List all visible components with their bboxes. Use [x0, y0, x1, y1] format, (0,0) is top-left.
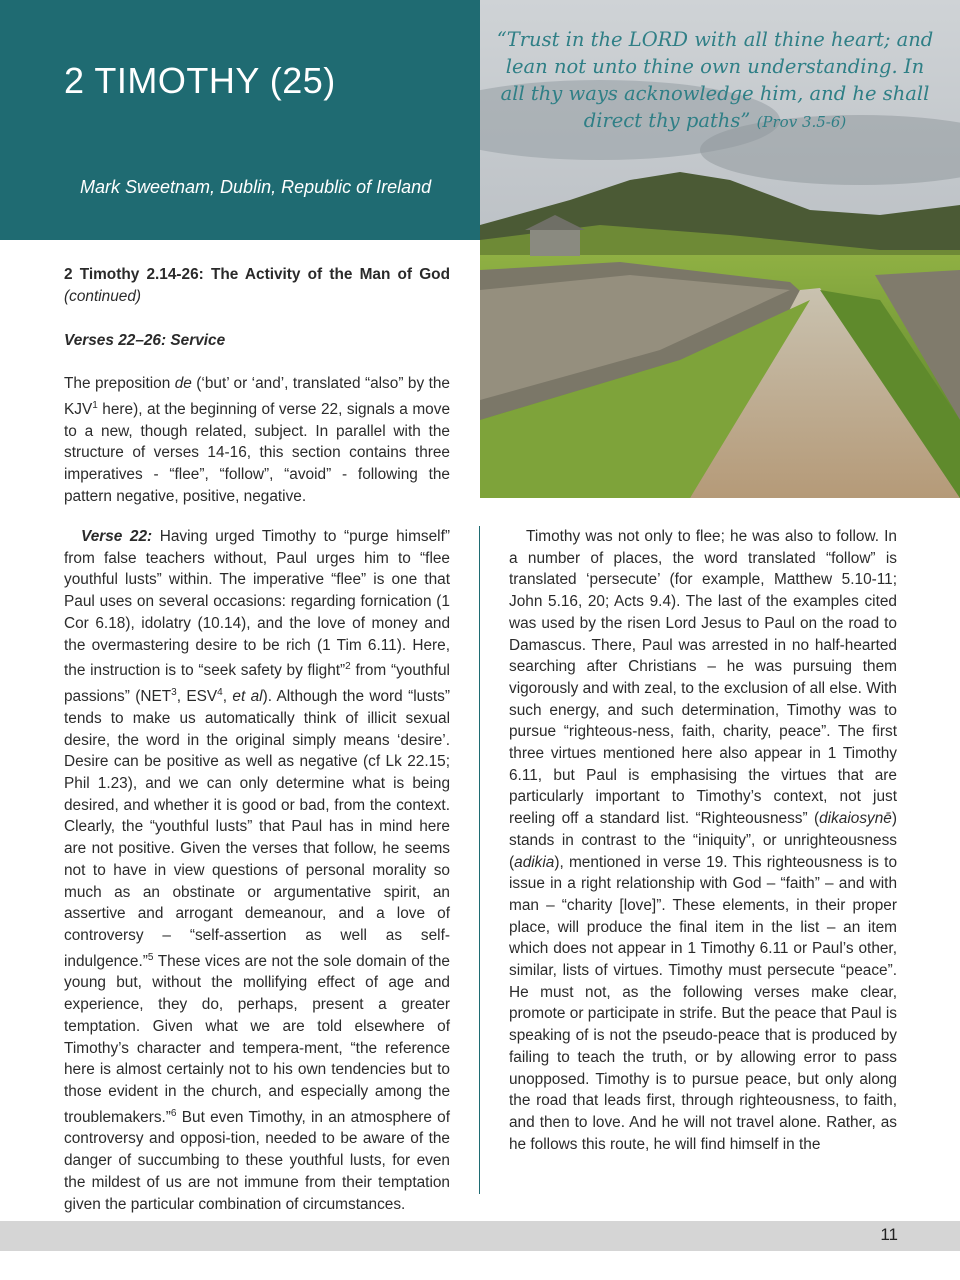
footnote-ref: 3 — [171, 687, 177, 699]
author-byline: Mark Sweetnam, Dublin, Republic of Ireland — [80, 177, 432, 197]
intro-paragraph — [64, 373, 450, 507]
text-span: Timothy was not only to flee; he was also to follow. In a number of places, the word translated “follow” is translated ‘persecute’ (for example, Matthew 5.10-11; John 5.16, 20; Acts 9.4). The last of the examples cited was used by the risen Lord Jesus to Paul on the road to Damascus. There, Paul was arrested in no half-hearted searching after Christians – he was pursuing them vigorously and with zeal, to the exclusion of all else. With such energy, and such determination, Timothy was to pursue “righteous-ness, faith, charity, peace”. The first three virtues mentioned here also appear in 1 Timothy 6.11, but Paul is emphasising the virtues that are particularly important to Timothy’s context, not just reeling off a standard list. “Righteousness” ( — [509, 528, 897, 828]
text-span: The preposition — [64, 375, 175, 392]
footnote-ref: 2 — [345, 661, 351, 673]
text-span: ) stands in contrast to the “iniquity”, or unrighteousness ( — [509, 810, 897, 871]
header-panel — [0, 0, 480, 240]
section-heading-main: 2 Timothy 2.14-26: The Activity of the Man of God — [64, 266, 450, 283]
left-column-body — [64, 526, 450, 1215]
verse-label: Verse 22: — [81, 528, 153, 545]
text-span: et al — [232, 688, 263, 706]
text-span: , — [222, 688, 233, 706]
footer-bar — [0, 1221, 960, 1251]
verses-subheading: Verses 22–26: Service — [64, 332, 226, 349]
right-column-body — [509, 526, 897, 1155]
text-span: here), at the beginning of verse 22, signals a move to a new, though related, subject. In parallel with the structure of verses 14-16, this section contains three imperatives - “flee”, “follow”, “avoid” - following the pattern negative, positive, negative. — [64, 400, 450, 505]
footnote-ref: 1 — [92, 399, 98, 411]
text-span: (‘but’ or ‘and’, translated “also” by the KJV — [64, 375, 450, 418]
text-span: ), mentioned in verse 19. This righteousness is to issue in a right relationship with God – “faith” – and with man – “charity [love]”. These elements, in their proper place, will produce the final item in the list – an item which does not appear in 1 Timothy 6.11 or Paul’s other, similar, lists of virtues. Timothy must persecute “peace”. He must not, as the following verses make clear, promote or participate in strife. But the peace that Paul is speaking of is not the pseudo-peace that is produced by failing to teach the truth, or by allowing error to pass unopposed. Timothy is to pursue peace, but only along the road that leads first, through righteousness, to faith, and then to love. And he will not travel alone. Rather, as he follows this route, he will find himself in the — [509, 853, 897, 1153]
text-span: ). Although the word “lusts” tends to make us automatically think of illicit sexual desire, the word in the original simply means ‘desire’. Desire can be positive as well as negative (cf Lk 22.15; Phil 1.23), and we can only determine what is being desired, and whether it is good or bad, from the context. Clearly, the “youthful lusts” that Paul has in mind here are not positive. Given the verses that follow, he seems not to have in view questions of personal morality so much as an obstinate or argumentative spirit, an assertive and arrogant demeanour, and a love of controversy – “self-assertion as well as self-indulgence.” — [64, 688, 451, 970]
text-span: But even Timothy, in an atmosphere of controversy and opposi-tion, needed to be aware of the danger of succumbing to these youthful lusts, for even the mildest of us are not immune from their temptation given the particular combination of circumstances. — [64, 1108, 450, 1213]
footnote-ref: 4 — [217, 687, 223, 699]
text-span: , ESV — [176, 688, 218, 706]
page-number: 11 — [880, 1225, 898, 1244]
quote-reference: (Prov 3.5-6) — [756, 113, 847, 131]
text-span: These vices are not the sole domain of the young but, without the mollifying effect of age and experience, they do, perhaps, present a greater temptation. Given what we are told elsewhere of Timothy’s character and tempera-ment, “the reference here is almost certainly not to his own tendencies but to those evident in the church, and especially among the troublemakers.” — [64, 952, 450, 1126]
quote-text: “Trust in the LORD with all thine heart; and lean not unto thine own understanding. In all thy ways acknowledge him, and he shall direct thy paths” — [496, 28, 934, 132]
greek-word: dikaiosynē — [819, 810, 892, 828]
text-span: from “youthful passions” (NET — [64, 662, 450, 706]
footnote-ref: 6 — [170, 1107, 177, 1119]
page-title: 2 TIMOTHY (25) — [64, 60, 336, 101]
greek-word: de — [174, 375, 192, 392]
scripture-quote — [495, 26, 935, 136]
section-heading — [64, 264, 450, 308]
column-divider — [479, 526, 480, 1194]
greek-word: adikia — [514, 853, 555, 871]
text-span: Having urged Timothy to “purge himself” from false teachers without, Paul urges him to “flee youthful lusts” within. The imperative “flee” is one that Paul uses on several occasions: regarding fornication (1 Cor 6.18), idolatry (10.14), and the love of money and the overmastering desire to be rich (1 Tim 6.11). Here, the instruction is to “seek safety by flight” — [64, 528, 450, 680]
section-heading-note: (continued) — [64, 288, 141, 305]
footnote-ref: 5 — [147, 951, 154, 963]
